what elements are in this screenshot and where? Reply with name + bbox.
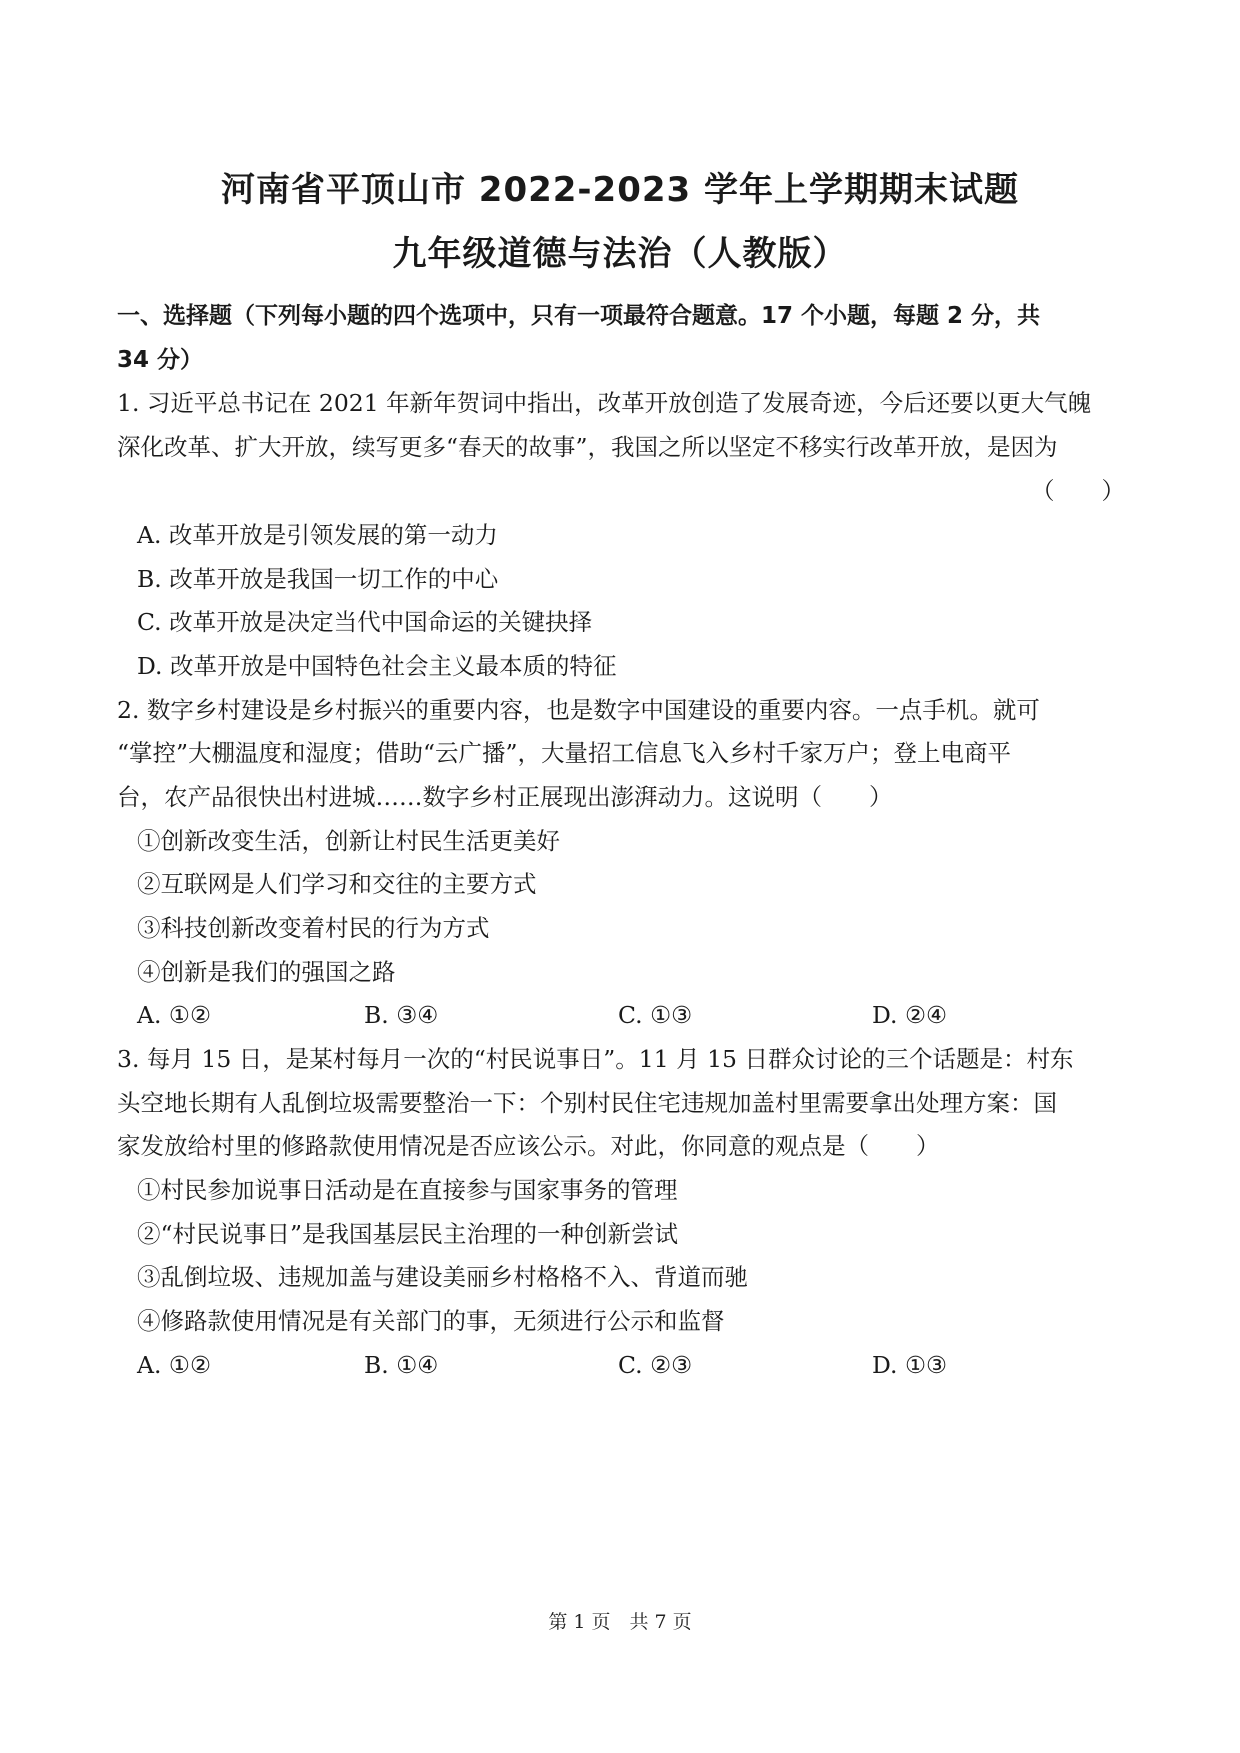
question-2-stem: 2. 数字乡村建设是乡村振兴的重要内容，也是数字中国建设的重要内容。一点手机。就可 bbox=[117, 696, 1040, 724]
question-3-option-d: D. ①③ bbox=[872, 1351, 948, 1379]
question-3-statement: ③乱倒垃圾、违规加盖与建设美丽乡村格格不入、背道而驰 bbox=[137, 1263, 748, 1291]
exam-subtitle: 九年级道德与法治（人教版） bbox=[392, 234, 848, 274]
section-heading-cont: 34 分） bbox=[117, 347, 204, 373]
question-3-stem: 3. 每月 15 日，是某村每月一次的“村民说事日”。11 月 15 日群众讨论的三个话题是：村东 bbox=[117, 1045, 1074, 1073]
question-2-option-c: C. ①③ bbox=[618, 1001, 693, 1029]
question-3-stem: 家发放给村里的修路款使用情况是否应该公示。对此，你同意的观点是（ ） bbox=[117, 1132, 940, 1160]
question-1-option-c: C. 改革开放是决定当代中国命运的关键抉择 bbox=[137, 608, 593, 636]
question-1-option-b: B. 改革开放是我国一切工作的中心 bbox=[137, 565, 499, 593]
question-3-stem: 头空地长期有人乱倒垃圾需要整治一下：个别村民住宅违规加盖村里需要拿出处理方案：国 bbox=[117, 1089, 1057, 1117]
question-3-option-a: A. ①② bbox=[137, 1351, 212, 1379]
answer-paren: （ ） bbox=[1031, 477, 1125, 505]
section-heading: 一、选择题（下列每小题的四个选项中，只有一项最符合题意。17 个小题，每题 2 分，共 bbox=[117, 303, 1041, 329]
question-2-option-b: B. ③④ bbox=[364, 1001, 439, 1029]
question-3-option-c: C. ②③ bbox=[618, 1351, 693, 1379]
question-2-statement: ③科技创新改变着村民的行为方式 bbox=[137, 914, 490, 942]
question-2-option-a: A. ①② bbox=[137, 1001, 212, 1029]
question-1-stem: 深化改革、扩大开放，续写更多“春天的故事”，我国之所以坚定不移实行改革开放，是因为 bbox=[117, 433, 1058, 461]
question-3-statement: ①村民参加说事日活动是在直接参与国家事务的管理 bbox=[137, 1176, 678, 1204]
exam-title: 河南省平顶山市 2022-2023 学年上学期期末试题 bbox=[220, 170, 1020, 210]
question-1-option-d: D. 改革开放是中国特色社会主义最本质的特征 bbox=[137, 652, 617, 680]
question-3-option-b: B. ①④ bbox=[364, 1351, 439, 1379]
question-1-option-a: A. 改革开放是引领发展的第一动力 bbox=[137, 521, 498, 549]
question-2-stem: “掌控”大棚温度和湿度；借助“云广播”，大量招工信息飞入乡村千家万户；登上电商平 bbox=[117, 739, 1012, 767]
question-2-statement: ④创新是我们的强国之路 bbox=[137, 958, 396, 986]
question-2-option-d: D. ②④ bbox=[872, 1001, 948, 1029]
question-3-statement: ④修路款使用情况是有关部门的事，无须进行公示和监督 bbox=[137, 1307, 725, 1335]
question-2-stem: 台，农产品很快出村进城……数字乡村正展现出澎湃动力。这说明（ ） bbox=[117, 783, 893, 811]
question-3-statement: ②“村民说事日”是我国基层民主治理的一种创新尝试 bbox=[137, 1220, 679, 1248]
question-1-stem: 1. 习近平总书记在 2021 年新年贺词中指出，改革开放创造了发展奇迹，今后还要以更大气魄 bbox=[117, 389, 1092, 417]
question-2-statement: ②互联网是人们学习和交往的主要方式 bbox=[137, 870, 537, 898]
page-number: 第 1 页 共 7 页 bbox=[548, 1611, 692, 1633]
question-2-statement: ①创新改变生活，创新让村民生活更美好 bbox=[137, 827, 560, 855]
